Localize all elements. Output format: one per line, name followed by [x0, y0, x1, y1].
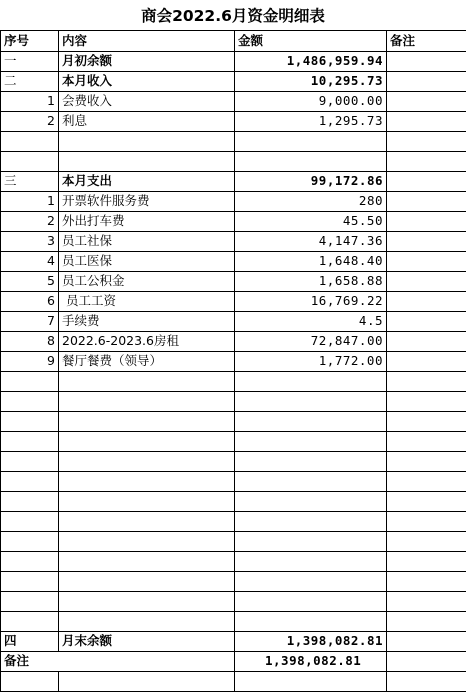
- empty-cell[interactable]: [387, 152, 466, 172]
- expense-item-row: [1, 192, 466, 212]
- empty-row: [1, 552, 466, 572]
- empty-row: [1, 132, 466, 152]
- expense-note[interactable]: [387, 172, 466, 192]
- header-note[interactable]: 备注: [387, 31, 466, 52]
- expense-item-row: [1, 292, 466, 312]
- empty-cell[interactable]: [387, 132, 466, 152]
- income-item-note[interactable]: [387, 92, 466, 112]
- closing-label[interactable]: 月末余额: [59, 632, 235, 652]
- empty-row: [1, 512, 466, 532]
- empty-cell[interactable]: [235, 432, 387, 452]
- empty-cell[interactable]: [59, 152, 235, 172]
- empty-cell[interactable]: [387, 672, 466, 692]
- header-amount[interactable]: 金额: [235, 31, 387, 52]
- income-item-content[interactable]: 利息: [59, 112, 235, 132]
- empty-row: [1, 572, 466, 592]
- expense-item-row: [1, 232, 466, 252]
- empty-cell[interactable]: [387, 592, 466, 612]
- empty-cell[interactable]: [235, 532, 387, 552]
- empty-cell[interactable]: [1, 132, 59, 152]
- income-item-note[interactable]: [387, 112, 466, 132]
- empty-cell[interactable]: [387, 472, 466, 492]
- funds-table: [0, 30, 466, 692]
- empty-row: [1, 492, 466, 512]
- empty-cell[interactable]: [59, 612, 235, 632]
- empty-cell[interactable]: [1, 412, 59, 432]
- expense-label[interactable]: 本月支出: [59, 172, 235, 192]
- empty-cell[interactable]: [235, 672, 387, 692]
- empty-cell[interactable]: [1, 592, 59, 612]
- empty-row: [1, 452, 466, 472]
- expense-item-content[interactable]: 2022.6-2023.6房租: [59, 332, 235, 352]
- empty-row: [1, 412, 466, 432]
- empty-cell[interactable]: [1, 572, 59, 592]
- empty-cell[interactable]: [59, 432, 235, 452]
- expense-item-content[interactable]: 员工工资: [59, 292, 235, 312]
- empty-cell[interactable]: [235, 132, 387, 152]
- closing-balance-row: [1, 632, 466, 652]
- empty-cell[interactable]: [235, 552, 387, 572]
- empty-cell[interactable]: [59, 372, 235, 392]
- empty-cell[interactable]: [387, 612, 466, 632]
- expense-amount[interactable]: 99,172.86: [235, 172, 387, 192]
- header-content[interactable]: 内容: [59, 31, 235, 52]
- empty-row: [1, 432, 466, 452]
- expense-item-amount[interactable]: 45.50: [235, 212, 387, 232]
- income-item-content[interactable]: 会费收入: [59, 92, 235, 112]
- expense-item-note[interactable]: [387, 332, 466, 352]
- opening-balance-row: [1, 52, 466, 72]
- opening-label[interactable]: 月初余额: [59, 52, 235, 72]
- empty-cell[interactable]: [235, 372, 387, 392]
- income-seq[interactable]: 二: [1, 72, 59, 92]
- expense-seq[interactable]: 三: [1, 172, 59, 192]
- empty-cell[interactable]: [387, 552, 466, 572]
- expense-item-no[interactable]: 6: [1, 292, 59, 312]
- expense-item-note[interactable]: [387, 232, 466, 252]
- income-label[interactable]: 本月收入: [59, 72, 235, 92]
- empty-cell[interactable]: [1, 472, 59, 492]
- expense-item-content[interactable]: 员工公积金: [59, 272, 235, 292]
- expense-item-no[interactable]: 7: [1, 312, 59, 332]
- empty-cell[interactable]: [1, 392, 59, 412]
- header-seq[interactable]: 序号: [1, 31, 59, 52]
- remark-note[interactable]: [387, 652, 466, 672]
- income-item-amount[interactable]: 9,000.00: [235, 92, 387, 112]
- expense-item-content[interactable]: 手续费: [59, 312, 235, 332]
- expense-item-amount[interactable]: 280: [235, 192, 387, 212]
- expense-item-no[interactable]: 1: [1, 192, 59, 212]
- empty-cell[interactable]: [235, 612, 387, 632]
- expense-item-content[interactable]: 员工社保: [59, 232, 235, 252]
- expense-item-amount[interactable]: 72,847.00: [235, 332, 387, 352]
- income-item-row: [1, 112, 466, 132]
- expense-item-no[interactable]: 4: [1, 252, 59, 272]
- income-row: [1, 72, 466, 92]
- expense-item-note[interactable]: [387, 192, 466, 212]
- empty-row: [1, 672, 466, 692]
- empty-cell[interactable]: [59, 412, 235, 432]
- empty-cell[interactable]: [1, 152, 59, 172]
- income-item-no[interactable]: 2: [1, 112, 59, 132]
- empty-cell[interactable]: [59, 452, 235, 472]
- expense-item-note[interactable]: [387, 252, 466, 272]
- empty-cell[interactable]: [1, 552, 59, 572]
- empty-cell[interactable]: [1, 512, 59, 532]
- empty-row: [1, 612, 466, 632]
- expense-item-note[interactable]: [387, 292, 466, 312]
- empty-cell[interactable]: [59, 572, 235, 592]
- empty-cell[interactable]: [235, 512, 387, 532]
- empty-row: [1, 532, 466, 552]
- expense-item-row: [1, 332, 466, 352]
- empty-cell[interactable]: [1, 492, 59, 512]
- opening-seq[interactable]: 一: [1, 52, 59, 72]
- empty-cell[interactable]: [59, 592, 235, 612]
- empty-cell[interactable]: [235, 472, 387, 492]
- empty-cell[interactable]: [1, 532, 59, 552]
- income-item-row: [1, 92, 466, 112]
- expense-item-note[interactable]: [387, 272, 466, 292]
- expense-item-no[interactable]: 5: [1, 272, 59, 292]
- expense-item-row: [1, 212, 466, 232]
- empty-cell[interactable]: [59, 512, 235, 532]
- expense-item-row: [1, 252, 466, 272]
- empty-row: [1, 152, 466, 172]
- empty-cell[interactable]: [235, 572, 387, 592]
- empty-cell[interactable]: [387, 492, 466, 512]
- empty-cell[interactable]: [235, 492, 387, 512]
- empty-cell[interactable]: [387, 372, 466, 392]
- expense-item-row: [1, 352, 466, 372]
- expense-item-content[interactable]: 餐厅餐费（领导）: [59, 352, 235, 372]
- expense-item-content[interactable]: 员工医保: [59, 252, 235, 272]
- empty-cell[interactable]: [387, 532, 466, 552]
- expense-item-row: [1, 312, 466, 332]
- expense-item-no[interactable]: 2: [1, 212, 59, 232]
- empty-cell[interactable]: [387, 412, 466, 432]
- expense-item-no[interactable]: 3: [1, 232, 59, 252]
- expense-item-amount[interactable]: 16,769.22: [235, 292, 387, 312]
- empty-cell[interactable]: [59, 132, 235, 152]
- remark-amount[interactable]: 1,398,082.81: [235, 652, 387, 672]
- empty-cell[interactable]: [1, 612, 59, 632]
- expense-item-row: [1, 272, 466, 292]
- expense-item-note[interactable]: [387, 212, 466, 232]
- expense-item-content[interactable]: 开票软件服务费: [59, 192, 235, 212]
- empty-cell[interactable]: [387, 432, 466, 452]
- empty-cell[interactable]: [235, 452, 387, 472]
- empty-cell[interactable]: [1, 432, 59, 452]
- empty-cell[interactable]: [59, 392, 235, 412]
- remark-row: [1, 652, 466, 672]
- closing-note[interactable]: [387, 632, 466, 652]
- empty-row: [1, 472, 466, 492]
- empty-cell[interactable]: [387, 512, 466, 532]
- empty-row: [1, 372, 466, 392]
- empty-cell[interactable]: [59, 672, 235, 692]
- empty-cell[interactable]: [387, 452, 466, 472]
- header-row: [1, 31, 466, 52]
- opening-note[interactable]: [387, 52, 466, 72]
- sheet-title: 商会2022.6月资金明细表: [0, 0, 466, 30]
- expense-row: [1, 172, 466, 192]
- empty-cell[interactable]: [387, 572, 466, 592]
- empty-cell[interactable]: [235, 392, 387, 412]
- empty-cell[interactable]: [387, 392, 466, 412]
- expense-item-no[interactable]: 9: [1, 352, 59, 372]
- empty-cell[interactable]: [1, 452, 59, 472]
- empty-cell[interactable]: [1, 372, 59, 392]
- empty-row: [1, 592, 466, 612]
- expense-item-content[interactable]: 外出打车费: [59, 212, 235, 232]
- income-note[interactable]: [387, 72, 466, 92]
- empty-cell[interactable]: [1, 672, 59, 692]
- opening-amount[interactable]: 1,486,959.94: [235, 52, 387, 72]
- empty-cell[interactable]: [59, 472, 235, 492]
- expense-item-amount[interactable]: 1,648.40: [235, 252, 387, 272]
- empty-cell[interactable]: [235, 152, 387, 172]
- expense-item-amount[interactable]: 4.5: [235, 312, 387, 332]
- closing-amount[interactable]: 1,398,082.81: [235, 632, 387, 652]
- income-item-amount[interactable]: 1,295.73: [235, 112, 387, 132]
- income-item-no[interactable]: 1: [1, 92, 59, 112]
- empty-cell[interactable]: [235, 412, 387, 432]
- remark-label[interactable]: 备注: [1, 652, 235, 672]
- expense-item-amount[interactable]: 1,772.00: [235, 352, 387, 372]
- empty-cell[interactable]: [59, 552, 235, 572]
- expense-item-note[interactable]: [387, 352, 466, 372]
- empty-cell[interactable]: [59, 532, 235, 552]
- closing-seq[interactable]: 四: [1, 632, 59, 652]
- empty-cell[interactable]: [59, 492, 235, 512]
- empty-cell[interactable]: [235, 592, 387, 612]
- expense-item-amount[interactable]: 1,658.88: [235, 272, 387, 292]
- income-amount[interactable]: 10,295.73: [235, 72, 387, 92]
- expense-item-note[interactable]: [387, 312, 466, 332]
- expense-item-amount[interactable]: 4,147.36: [235, 232, 387, 252]
- empty-row: [1, 392, 466, 412]
- expense-item-no[interactable]: 8: [1, 332, 59, 352]
